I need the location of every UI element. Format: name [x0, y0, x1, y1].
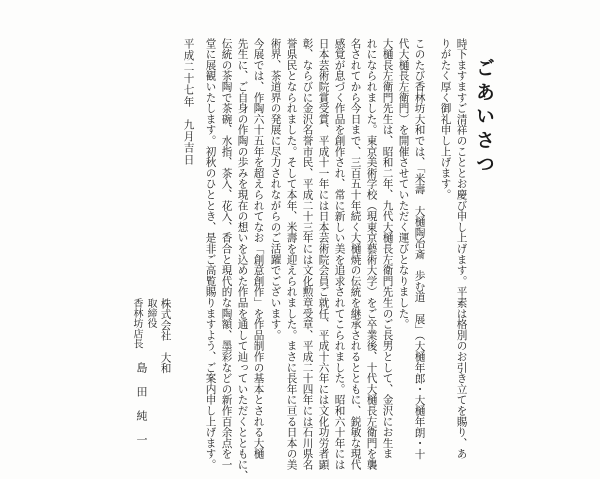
sender-position: 取締役 — [145, 298, 156, 329]
sender-store: 香林坊店長 — [131, 298, 142, 349]
paragraph-1-line-2: りがたく厚く御礼申し上げます。 — [439, 38, 452, 200]
paragraph-2-line-6: 感覚が息づく作品を創作され、常に新しい美を追求されてこられました。昭和六十年には — [333, 38, 346, 470]
paragraph-3-line-3: 伝統の茶陶で茶碗、水指、茶入、花入、香合と現代的な陶額、墨彩などの新作百余点を一 — [220, 38, 233, 470]
paragraph-2-line-7: 日本芸術院賞受賞、平成十一年には日本芸術院会員ご就任、平成十六年には文化功労者顕 — [317, 38, 330, 470]
paragraph-1-line-1: 時下ますますご清祥のこととお慶び申し上げます。平素は格別のお引き立てを賜り、あ — [455, 38, 468, 460]
letter-title: ごあいさつ — [473, 58, 495, 178]
paragraph-2-line-5: 名されてから今日まで、三百五十年続く大樋焼の伝統を継承されるとともに、鋭敏な現代 — [349, 38, 362, 470]
paragraph-3-line-1: 今展では、作陶六十五年を超えられてなお「創意創作」を作品制作の基本とされる大樋 — [252, 38, 265, 460]
sender-name: 島 田 純 一 — [135, 362, 148, 446]
paragraph-3-line-4: 堂に展観いたします。初秋のひととき、是非ご高覧賜りますよう、ご案内申し上げます。 — [204, 38, 217, 470]
paragraph-2-line-4: れになられました。東京美術学校（現東京藝術大学）をご卒業後、十代大樋長左衛門を襲 — [365, 38, 378, 470]
sender-company: 株式会社 大和 — [159, 298, 172, 374]
paragraph-2-line-1: このたび香林坊大和では、「米壽 大樋陶冶斎 歩む道 展」（大樋年郎・大樋年朗・十 — [413, 38, 426, 460]
letter-date: 平成二十七年 九月吉日 — [182, 38, 195, 166]
paragraph-2-line-9: 誉県民となられました。そして本年、米壽を迎えられました。まさに長年に亘る日本の美 — [285, 38, 298, 470]
paragraph-2-line-2: 代大樋長左衛門）を開催させていただく運びとなりました。 — [397, 38, 410, 330]
paragraph-2-line-8: 彰、ならびに金沢名誉市民、平成二十三年には文化勲章受章、平成二十四年には石川県名 — [301, 38, 314, 470]
paragraph-2-line-10: 術界、茶道界の発展に尽力されながらのご活躍でございます。 — [269, 38, 282, 341]
paragraph-3-line-2: 先生に、ご自身の作陶の歩みを現在の想いを込めた作品を通して辿っていただくとともに、 — [236, 38, 249, 481]
paragraph-2-line-3: 大樋長左衛門先生は、昭和二年、九代大樋長左衛門先生のご長男として、金沢にお生ま — [381, 38, 394, 460]
